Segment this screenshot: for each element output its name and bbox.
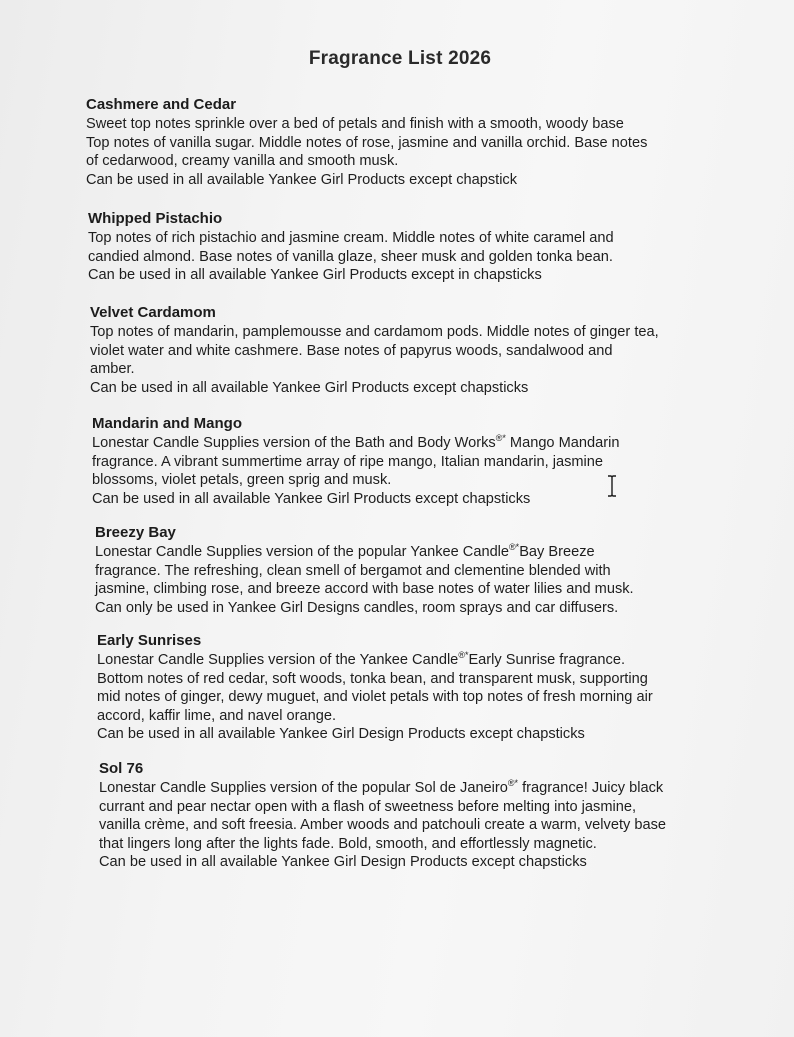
fragrance-name: Whipped Pistachio [88,210,223,227]
trademark-mark: ®* [507,778,519,788]
fragrance-name: Early Sunrises [97,632,202,649]
description-line: of cedarwood, creamy vanilla and smooth musk. [86,153,399,170]
usage-line: Can only be used in Yankee Girl Designs candles, room sprays and car diffusers. [95,599,619,616]
usage-line: Can be used in all available Yankee Girl Design Products except chapsticks [97,726,585,743]
description-line: fragrance. A vibrant summertime array of ripe mango, Italian mandarin, jasmine [92,453,604,470]
description-line: vanilla crème, and soft freesia. Amber woods and patchouli create a warm, velvety base [99,817,667,834]
description-line [99,779,739,798]
description-line: amber. [90,361,135,378]
line-text: Lonestar Candle Supplies version of the Yankee Candle [97,652,459,668]
trademark-mark: ®* [458,650,469,660]
fragrance-entry [97,631,737,744]
usage-line: Can be used in all available Yankee Girl Products except chapsticks [92,490,531,507]
usage-line: Can be used in all available Yankee Girl Products except chapsticks [90,379,529,396]
description-line: Top notes of mandarin, pamplemousse and cardamom pods. Middle notes of ginger tea, [90,324,659,340]
description-line: violet water and white cashmere. Base notes of papyrus woods, sandalwood and [90,342,613,359]
text-cursor-icon [605,475,619,497]
description-line [92,434,732,453]
document-title: Fragrance List 2026 [308,48,492,69]
usage-line: Can be used in all available Yankee Girl Products except in chapsticks [88,267,542,284]
description-line: mid notes of ginger, dewy muguet, and violet petals with top notes of fresh morning air [97,689,653,706]
fragrance-name: Breezy Bay [95,524,176,541]
description-line: Bottom notes of red cedar, soft woods, tonka bean, and transparent musk, supporting [97,670,648,687]
description-line: Sweet top notes sprinkle over a bed of petals and finish with a smooth, woody base [86,116,624,132]
fragrance-entry [88,209,728,285]
description-line: fragrance. The refreshing, clean smell of bergamot and clementine blended with [95,562,611,579]
fragrance-entry [86,95,726,189]
fragrance-name: Cashmere and Cedar [86,96,237,113]
description-line: blossoms, violet petals, green sprig and musk. [92,472,392,489]
description-line [95,543,735,562]
line-text: Early Sunrise fragrance. [468,652,626,668]
line-text: Mango Mandarin [505,435,620,451]
fragrance-name: Velvet Cardamom [90,304,216,321]
trademark-mark: ®* [509,542,520,552]
description-line: accord, kaffir lime, and navel orange. [97,707,337,724]
fragrance-name: Sol 76 [99,760,144,777]
line-text: Lonestar Candle Supplies version of the popular Sol de Janeiro [99,780,508,796]
usage-line: Can be used in all available Yankee Girl Products except chapstick [86,171,518,188]
line-text: Lonestar Candle Supplies version of the Bath and Body Works [92,435,496,451]
description-line [97,651,737,670]
trademark-mark: ®* [495,433,506,443]
line-text: fragrance! Juicy black [518,780,664,796]
description-line: candied almond. Base notes of vanilla glaze, sheer musk and golden tonka bean. [88,248,613,265]
description-line: Top notes of rich pistachio and jasmine cream. Middle notes of white caramel and [88,230,614,246]
description-line: that lingers long after the lights fade. Bold, smooth, and effortlessly magnetic. [99,835,597,852]
line-text: Lonestar Candle Supplies version of the popular Yankee Candle [95,544,510,560]
fragrance-entry [99,759,739,872]
fragrance-entry [90,303,730,397]
usage-line: Can be used in all available Yankee Girl Design Products except chapsticks [99,854,587,871]
fragrance-entry [92,414,732,508]
description-line: Top notes of vanilla sugar. Middle notes of rose, jasmine and vanilla orchid. Base notes [86,134,648,151]
fragrance-entry [95,523,735,617]
fragrance-name: Mandarin and Mango [92,415,242,432]
description-line: jasmine, climbing rose, and breeze accord with base notes of water lilies and musk. [95,581,634,598]
description-line: currant and pear nectar open with a flash of sweetness before melting into jasmine, [99,798,637,815]
line-text: Bay Breeze [519,544,595,560]
